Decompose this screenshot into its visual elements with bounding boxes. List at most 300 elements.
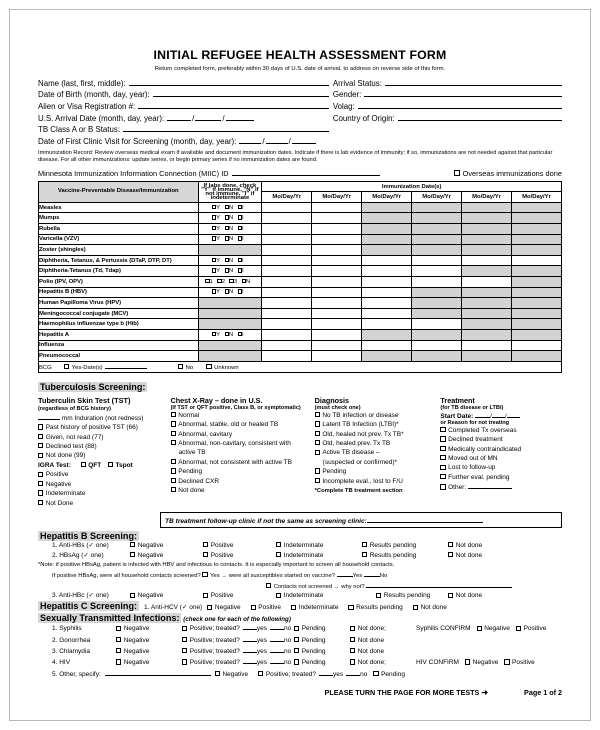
immunization-date-cell[interactable] [312, 319, 362, 330]
lab-n-label-diphtheria-tetanus-td-tdap: N [228, 268, 234, 275]
sti-positive-2-gonorrhea [182, 635, 294, 646]
vaccine-name-varicella-vzv: Varicella (VZV) [39, 234, 199, 245]
immunization-date-cell [412, 224, 462, 235]
vaccine-name-polio-ipv-opv: Polio (IPV, OPV) [39, 277, 199, 288]
lab-evidence-cell-diphtheria-tetanus-pertussis-dtap-dtp-dt [198, 255, 262, 266]
lab-n-label-mumps: N [228, 215, 234, 222]
sti-treated-no-input-3-chlamydia[interactable] [270, 646, 284, 653]
hepb-optlabel-2-hbsag-one-not-done: Not done [455, 552, 483, 560]
immunization-date-cell[interactable] [362, 298, 412, 309]
hepb-vaccine-yes-input[interactable] [337, 570, 353, 577]
diagnosis-label-latent-tb-infection-ltbi: Latent TB Infection (LTBI)* [322, 421, 399, 429]
vaccine-name-pneumococcal: Pneumococcal [39, 351, 199, 362]
sti-other-yes-label: yes [333, 670, 344, 678]
immunization-date-cell[interactable] [462, 255, 512, 266]
sti-positive-checkbox-2-gonorrhea[interactable] [182, 637, 187, 642]
immunization-date-cell[interactable] [362, 266, 412, 277]
hepb-checkbox-2-hbsag-one-positive[interactable] [203, 552, 208, 557]
treatment-checkbox-moved-out-of-mn[interactable] [440, 455, 445, 460]
first-clinic-visit-date-input[interactable]: / / [239, 136, 315, 148]
treatment-checkbox-further-eval-pending[interactable] [440, 474, 445, 479]
sti-confirm-checkbox-1-syphilis-negative[interactable] [477, 626, 482, 631]
treatment-checkbox-completed-tx-overseas[interactable] [440, 427, 445, 432]
igra-result-checkbox-positive[interactable] [38, 472, 43, 477]
sti-treated-no-input-4-hiv[interactable] [270, 657, 284, 664]
hepb-opt-2-hbsag-one-negative [130, 551, 203, 561]
patient-info-fields [38, 77, 562, 136]
table-header-date-3: Mo/Day/Yr [362, 192, 412, 203]
sti-negative-3-chlamydia [116, 647, 182, 657]
field-row-date-of-birth-month-day-year [38, 89, 329, 101]
sti-negative-checkbox-3-chlamydia[interactable] [116, 648, 121, 653]
table-header-vaccine: Vaccine-Preventable Disease/Immunization [39, 181, 199, 202]
immunization-date-cell [462, 234, 512, 245]
hepb-note2-n: No [379, 572, 388, 579]
sti-treated-yes-input-3-chlamydia[interactable] [243, 646, 257, 653]
field-row-alien-or-visa-registration [38, 100, 329, 112]
field-label-name-last-first-middle: Name (last, first, middle): [38, 78, 126, 88]
igra-result-checkbox-indeterminate[interactable] [38, 490, 43, 495]
hepb-checkbox-2-hbsag-one-not-done[interactable] [448, 552, 453, 557]
field-input-gender[interactable] [364, 89, 562, 98]
sti-row-1-syphilis [38, 623, 562, 634]
hepb-note3-why: why not? [341, 583, 365, 590]
immunization-date-cell[interactable] [512, 255, 562, 266]
hepc-label-positive: Positive [258, 604, 282, 612]
field-input-country-of-origin[interactable] [398, 112, 562, 121]
immunization-date-cell[interactable] [312, 308, 362, 319]
immunization-date-cell [512, 298, 562, 309]
hepb-checkbox-2-hbsag-one-indeterminate[interactable] [276, 552, 281, 557]
sti-confirm-4-hiv [416, 658, 535, 668]
immunization-date-cell[interactable] [312, 298, 362, 309]
hepc-checkbox-results-pending[interactable] [348, 605, 353, 610]
hepb-anti-hbc-notdone-label: Not done [455, 592, 483, 600]
immunization-date-cell[interactable] [312, 202, 362, 213]
field-label-tb-class-a-or-b-status: TB Class A or B Status: [38, 125, 121, 135]
igra-qft-checkbox[interactable] [81, 462, 86, 467]
immunization-date-cell[interactable] [262, 234, 312, 245]
immunization-date-cell[interactable] [262, 277, 312, 288]
hepc-section-title: Hepatitis C Screening: [40, 601, 138, 612]
hepb-checkbox-2-hbsag-one-results-pending[interactable] [362, 552, 367, 557]
sti-other-specify-input[interactable] [105, 669, 211, 676]
hepb-anti-hbc-pending-label: Results pending [383, 592, 431, 600]
immunization-date-cell[interactable] [362, 255, 412, 266]
igra-qft-label: QFT [88, 461, 102, 469]
hepb-checkbox-1-anti-hbs-one-not-done[interactable] [448, 542, 453, 547]
lab-evidence-cell-meningococcal-conjugate-mcv [198, 308, 262, 319]
immunization-date-cell[interactable] [312, 340, 362, 351]
hepc-checkbox-not-done[interactable] [413, 605, 418, 610]
table-row [39, 224, 562, 235]
treatment-reason-label: or Reason for not treating [440, 419, 510, 426]
cxr-label-abnormal-non-cavitary-consistent-with: Abnormal, non-cavitary, consistent with [178, 440, 291, 448]
overseas-immunizations-checkbox[interactable] [454, 170, 460, 176]
immunization-date-cell[interactable] [312, 277, 362, 288]
cxr-option-pending [171, 467, 315, 476]
immunization-date-cell [462, 287, 512, 298]
bcg-no-checkbox[interactable] [178, 364, 183, 369]
vaccine-name-meningococcal-conjugate-mcv: Meningococcal conjugate (MCV) [39, 308, 199, 319]
tb-section-title: Tuberculosis Screening: [40, 381, 146, 392]
immunization-date-cell[interactable] [412, 255, 462, 266]
sti-negative-checkbox-4-hiv[interactable] [116, 659, 121, 664]
sti-section-title: Sexually Transmitted Infections: [40, 613, 180, 624]
hepc-checkbox-indeterminate[interactable] [291, 605, 296, 610]
bcg-unknown-checkbox[interactable] [206, 364, 211, 369]
hepc-opt-not-done [413, 604, 447, 611]
sti-pending-checkbox-1-syphilis[interactable] [294, 626, 299, 631]
sti-yes-label-2-gonorrhea: yes [256, 636, 268, 644]
tst-title: Tuberculin Skin Test (TST) [38, 395, 131, 405]
cxr-checkbox-normal[interactable] [171, 412, 176, 417]
hepb-contacts-not-screened-checkbox[interactable] [266, 583, 271, 588]
sti-other-positive-checkbox[interactable] [258, 671, 263, 676]
vaccine-name-mumps: Mumps [39, 213, 199, 224]
diagnosis-checkbox-active-tb-disease[interactable] [315, 450, 320, 455]
treatment-start-date-label: Start Date: [440, 412, 474, 420]
immunization-date-cell[interactable] [262, 330, 312, 341]
immunization-date-cell [412, 330, 462, 341]
diagnosis-label-incomplete-eval-lost-to-f-u: Incomplete eval., lost to F/U [322, 477, 403, 485]
sti-pending-4-hiv [294, 658, 350, 668]
immunization-date-cell[interactable] [262, 319, 312, 330]
sti-negative-checkbox-2-gonorrhea[interactable] [116, 637, 121, 642]
sti-confirm-checkbox-4-hiv-negative[interactable] [465, 659, 470, 664]
lab-y-label-varicella-vzv: Y [216, 236, 221, 243]
sti-other-negative-label: Negative [222, 670, 249, 678]
cxr-checkbox-not-done[interactable] [171, 487, 176, 492]
vaccine-name-rubella: Rubella [39, 224, 199, 235]
immunization-date-cell[interactable] [412, 266, 462, 277]
hepb-anti-hbc-notdone-checkbox[interactable] [448, 593, 453, 598]
immunization-date-cell[interactable] [262, 308, 312, 319]
treatment-other-input[interactable] [468, 482, 512, 489]
tst-checkbox-not-done-99[interactable] [38, 453, 43, 458]
immunization-date-cell [512, 202, 562, 213]
table-header-date-2: Mo/Day/Yr [312, 192, 362, 203]
sti-treated-yes-input-1-syphilis[interactable] [243, 623, 257, 630]
diagnosis-checkbox-old-healed-prev-tx-tb[interactable] [315, 440, 320, 445]
immunization-record-note: Immunization Record: Review overseas medical exam if available and document immunization dates. Indicate if there is lab evidence of immunity; if so, immunizations are not needed against that particular disease. For all other immunizations: update series, or begin primary series if no immunization dates are found. [38, 149, 553, 164]
tst-induration-input[interactable] [38, 413, 60, 420]
hepb-why-not-input[interactable] [366, 581, 512, 588]
immunization-date-cell[interactable] [312, 224, 362, 235]
vaccine-name-human-papilloma-virus-hpv: Human Papilloma Virus (HPV) [39, 298, 199, 309]
field-input-tb-class-a-or-b-status[interactable] [123, 124, 329, 133]
tb-followup-clinic-input[interactable] [367, 516, 483, 523]
diagnosis-label-no-tb-infection-or-disease: No TB infection or disease [322, 411, 399, 419]
lab-evidence-cell-polio-ipv-opv [198, 277, 262, 288]
immunization-date-cell[interactable] [262, 255, 312, 266]
immunization-date-cell[interactable] [262, 245, 312, 256]
igra-result-label-negative: Negative [45, 480, 72, 488]
sti-positive-checkbox-1-syphilis[interactable] [182, 626, 187, 631]
treatment-option-medically-contraindicated [440, 445, 562, 454]
immunization-date-cell[interactable] [312, 213, 362, 224]
polio-N-label: N [245, 278, 251, 285]
sti-confirm-checkbox-4-hiv-positive[interactable] [504, 659, 509, 664]
treatment-option-lost-to-follow-up [440, 463, 562, 472]
sti-positive-label-2-gonorrhea: Positive; treated? [189, 636, 240, 644]
cxr-title: Chest X-Ray – done in U.S. [170, 395, 263, 405]
cxr-column [171, 396, 315, 508]
vaccine-name-diphtheria-tetanus-pertussis-dtap-dtp-dt: Diphtheria, Tetanus, & Pertussis (DTaP, DTP, DT) [39, 255, 199, 266]
immunization-date-cell[interactable] [362, 277, 412, 288]
immunization-date-cell[interactable] [412, 340, 462, 351]
sti-negative-checkbox-1-syphilis[interactable] [116, 626, 121, 631]
cxr-checkbox-pending[interactable] [171, 468, 176, 473]
sti-notdone-checkbox-2-gonorrhea[interactable] [350, 637, 355, 642]
sti-treated-no-input-2-gonorrhea[interactable] [270, 635, 284, 642]
immunization-date-cell[interactable] [262, 266, 312, 277]
sti-other-pending-checkbox[interactable] [373, 671, 378, 676]
bcg-yes-checkbox[interactable] [64, 364, 69, 369]
hepb-checkbox-1-anti-hbs-one-results-pending[interactable] [362, 542, 367, 547]
immunization-date-cell[interactable] [262, 287, 312, 298]
diagnosis-checkbox-pending[interactable] [315, 468, 320, 473]
immunization-date-cell[interactable] [262, 213, 312, 224]
diagnosis-option-pending [315, 467, 441, 476]
immunization-date-cell[interactable] [362, 308, 412, 319]
sti-positive-checkbox-4-hiv[interactable] [182, 659, 187, 664]
immunization-date-cell [362, 245, 412, 256]
hepb-checkbox-2-hbsag-one-negative[interactable] [130, 552, 135, 557]
sti-notdone-label-2-gonorrhea: Not done [357, 636, 385, 644]
bcg-date-input[interactable] [105, 363, 147, 369]
sti-row-3-chlamydia [38, 646, 562, 657]
igra-tspot-checkbox[interactable] [108, 462, 113, 467]
vaccine-name-measles: Measles [39, 202, 199, 213]
field-row-volag [333, 100, 562, 112]
treatment-checkbox-medically-contraindicated[interactable] [440, 446, 445, 451]
sti-other-yes-input[interactable] [319, 669, 333, 676]
treatment-checkbox-other[interactable] [440, 484, 445, 489]
cxr-label-pending: Pending [178, 468, 203, 476]
lab-i-label-measles: I [241, 204, 244, 211]
diagnosis-checkbox-latent-tb-infection-ltbi[interactable] [315, 421, 320, 426]
immunization-date-cell[interactable] [312, 234, 362, 245]
lab-evidence-cell-human-papilloma-virus-hpv [198, 298, 262, 309]
hepb-anti-hbc-positive-checkbox[interactable] [203, 593, 208, 598]
sti-treated-yes-input-2-gonorrhea[interactable] [243, 635, 257, 642]
immunization-date-cell[interactable] [262, 351, 312, 362]
hepc-opt-results-pending [348, 604, 402, 611]
field-input-volag[interactable] [358, 100, 562, 109]
field-input-name-last-first-middle[interactable] [129, 77, 329, 86]
hepb-anti-hbc-negative-checkbox[interactable] [130, 593, 135, 598]
treatment-label-moved-out-of-mn: Moved out of MN [448, 455, 498, 463]
tst-checkbox-given-not-read-77[interactable] [38, 434, 43, 439]
page-number: Page 1 of 2 [524, 687, 562, 697]
turn-page-text: PLEASE TURN THE PAGE FOR MORE TESTS [324, 687, 480, 697]
tst-option-given-not-read-77 [38, 433, 171, 442]
hepc-checkbox-negative[interactable] [207, 605, 212, 610]
hepb-vaccine-no-input[interactable] [364, 570, 380, 577]
immunization-date-cell[interactable] [312, 330, 362, 341]
treatment-checkbox-declined-treatment[interactable] [440, 436, 445, 441]
hepb-contacts-screened-yes-checkbox[interactable] [202, 572, 207, 577]
field-input-u-s-arrival-date-month-day-year[interactable]: / / [167, 112, 253, 124]
tst-option-not-done-99 [38, 451, 171, 460]
immunization-date-cell[interactable] [362, 287, 412, 298]
hepb-opt-2-hbsag-one-positive [203, 551, 276, 561]
sti-confirm-optlabel-1-syphilis-positive: Positive [523, 625, 547, 633]
diagnosis-checkbox-no-tb-infection-or-disease[interactable] [315, 412, 320, 417]
treatment-label-other: Other: [448, 484, 467, 492]
sti-negative-label-1-syphilis: Negative [123, 625, 150, 633]
hepc-options [207, 603, 457, 613]
immunization-date-cell[interactable] [362, 319, 412, 330]
field-input-alien-or-visa-registration[interactable] [138, 100, 329, 109]
patient-info-left-column [38, 77, 329, 136]
sti-notdone-label-1-syphilis: Not done; [357, 625, 386, 633]
hepb-optlabel-1-anti-hbs-one-positive: Positive [210, 542, 234, 550]
tst-option-past-history-of-positive-tst-66 [38, 423, 171, 432]
diagnosis-checkbox-old-healed-not-prev-tx-tb[interactable] [315, 431, 320, 436]
hepb-checkbox-1-anti-hbs-one-indeterminate[interactable] [276, 542, 281, 547]
immunization-date-cell[interactable] [312, 287, 362, 298]
hepb-optlabel-2-hbsag-one-indeterminate: Indeterminate [283, 552, 324, 560]
tst-options [38, 423, 171, 461]
sti-other-pending-label: Pending [381, 670, 405, 678]
cxr-option-normal [171, 411, 315, 420]
hepb-rows [38, 541, 562, 561]
igra-tspot-label: Tspot [115, 461, 133, 469]
hepb-note2 [38, 570, 562, 581]
immunization-date-cell [362, 351, 412, 362]
cxr-option-active-tb [171, 448, 315, 457]
lab-i-label-hepatitis-a: I [241, 331, 244, 338]
sti-pending-label-3-chlamydia: Pending [301, 648, 326, 656]
table-row [39, 298, 562, 309]
tst-checkbox-declined-test-88[interactable] [38, 443, 43, 448]
cxr-checkbox-abnormal-not-consistent-with-active-tb[interactable] [171, 459, 176, 464]
hepb-note2-question: If positive HBsAg, were all household contacts screened? [52, 572, 201, 579]
sti-notdone-2-gonorrhea [350, 636, 416, 646]
treatment-checkbox-lost-to-follow-up[interactable] [440, 465, 445, 470]
immunization-date-cell[interactable] [362, 340, 412, 351]
diagnosis-footnote: *Complete TB treatment section [314, 488, 403, 495]
field-label-volag: Volag: [332, 101, 355, 111]
hepb-row-1-anti-hbs-one [38, 541, 562, 551]
hepb-opt-1-anti-hbs-one-indeterminate [276, 541, 362, 551]
diagnosis-label-old-healed-prev-tx-tb: Old, healed prev. Tx TB [322, 440, 391, 448]
diagnosis-label-pending: Pending [322, 468, 347, 476]
immunization-date-cell[interactable] [262, 224, 312, 235]
lab-y-label-measles: Y [216, 204, 221, 211]
cxr-subtitle: (If TST or QFT positive, Class B, or symptomatic) [170, 404, 301, 411]
sti-treated-yes-input-4-hiv[interactable] [243, 657, 257, 664]
immunization-date-cell[interactable] [312, 245, 362, 256]
cxr-option-abnormal-non-cavitary-consistent-with [171, 439, 315, 448]
cxr-checkbox-abnormal-stable-old-or-healed-tb[interactable] [171, 421, 176, 426]
lab-n-label-diphtheria-tetanus-pertussis-dtap-dtp-dt: N [228, 257, 234, 264]
cxr-checkbox-abnormal-cavitary[interactable] [171, 431, 176, 436]
sti-notdone-checkbox-4-hiv[interactable] [350, 659, 355, 664]
sti-notdone-checkbox-3-chlamydia[interactable] [350, 648, 355, 653]
immunization-date-cell[interactable] [262, 298, 312, 309]
hepb-anti-hbc-indeterminate-checkbox[interactable] [276, 593, 281, 598]
sti-pending-checkbox-3-chlamydia[interactable] [294, 648, 299, 653]
sti-row-other [38, 669, 562, 680]
immunization-date-cell[interactable] [462, 340, 512, 351]
immunization-date-cell[interactable] [262, 202, 312, 213]
immunization-date-cell[interactable] [312, 266, 362, 277]
diagnosis-checkbox-incomplete-eval-lost-to-f-u[interactable] [315, 478, 320, 483]
immunization-table [38, 181, 562, 373]
sti-other-no-input[interactable] [346, 669, 360, 676]
cxr-checkbox-abnormal-non-cavitary-consistent-with[interactable] [171, 440, 176, 445]
sti-name-3-chlamydia: 3. Chlamydia [52, 648, 90, 656]
hepb-anti-hbc-pending-checkbox[interactable] [376, 593, 381, 598]
immunization-date-cell[interactable] [512, 340, 562, 351]
treatment-subtitle: (for TB disease or LTBI) [440, 404, 504, 411]
immunization-date-cell[interactable] [462, 277, 512, 288]
treatment-start-date-input[interactable]: / / [475, 413, 520, 420]
lab-y-label-hepatitis-b-hbv: Y [216, 289, 221, 296]
table-row [39, 351, 562, 362]
immunization-date-cell[interactable] [412, 277, 462, 288]
sti-pending-checkbox-2-gonorrhea[interactable] [294, 637, 299, 642]
igra-result-checkbox-not-done[interactable] [38, 500, 43, 505]
lab-i-label-rubella: I [241, 225, 244, 232]
sti-yes-label-1-syphilis: yes [256, 625, 268, 633]
table-row [39, 202, 562, 213]
field-input-date-of-birth-month-day-year[interactable] [153, 89, 329, 98]
immunization-date-cell[interactable] [262, 340, 312, 351]
field-row-country-of-origin [333, 112, 562, 124]
sti-confirm-checkbox-1-syphilis-positive[interactable] [516, 626, 521, 631]
sti-other-label: 5. Other, specify: [52, 670, 101, 678]
tst-option-declined-test-88 [38, 442, 171, 451]
hepb-checkbox-1-anti-hbs-one-negative[interactable] [130, 542, 135, 547]
cxr-label-declined-cxr: Declined CXR [178, 477, 220, 485]
treatment-label-completed-tx-overseas: Completed Tx overseas [448, 426, 517, 434]
immunization-date-cell[interactable] [312, 255, 362, 266]
tst-label-given-not-read-77: Given, not read (77) [45, 433, 104, 441]
field-row-name-last-first-middle [38, 77, 329, 89]
lab-evidence-cell-measles [198, 202, 262, 213]
sti-treated-no-input-1-syphilis[interactable] [270, 623, 284, 630]
cxr-label-active-tb: active TB [178, 449, 206, 457]
igra-result-checkbox-negative[interactable] [38, 481, 43, 486]
treatment-start-date-row [440, 411, 562, 420]
immunization-date-cell [462, 330, 512, 341]
miic-id-input[interactable] [232, 167, 380, 176]
field-label-alien-or-visa-registration: Alien or Visa Registration #: [38, 101, 136, 111]
sti-notdone-checkbox-1-syphilis[interactable] [350, 626, 355, 631]
first-clinic-visit-label: Date of First Clinic Visit for Screening (month, day, year): [38, 137, 237, 147]
hepb-opt-2-hbsag-one-indeterminate [276, 551, 362, 561]
immunization-date-cell[interactable] [312, 351, 362, 362]
tst-checkbox-past-history-of-positive-tst-66[interactable] [38, 424, 43, 429]
sti-name-4-hiv: 4. HIV [52, 659, 71, 667]
hepc-checkbox-positive[interactable] [251, 605, 256, 610]
sti-positive-1-syphilis [182, 623, 294, 634]
tst-subtitle: (regardless of BCG history) [38, 405, 112, 412]
immunization-date-cell[interactable] [412, 319, 462, 330]
immunization-date-cell [462, 202, 512, 213]
sti-pending-checkbox-4-hiv[interactable] [294, 659, 299, 664]
cxr-checkbox-declined-cxr[interactable] [171, 478, 176, 483]
field-input-arrival-status[interactable] [385, 77, 562, 86]
treatment-label-declined-treatment: Declined treatment [448, 436, 503, 444]
sti-positive-checkbox-3-chlamydia[interactable] [182, 648, 187, 653]
sti-other-negative-checkbox[interactable] [215, 671, 220, 676]
hepb-checkbox-1-anti-hbs-one-positive[interactable] [203, 542, 208, 547]
